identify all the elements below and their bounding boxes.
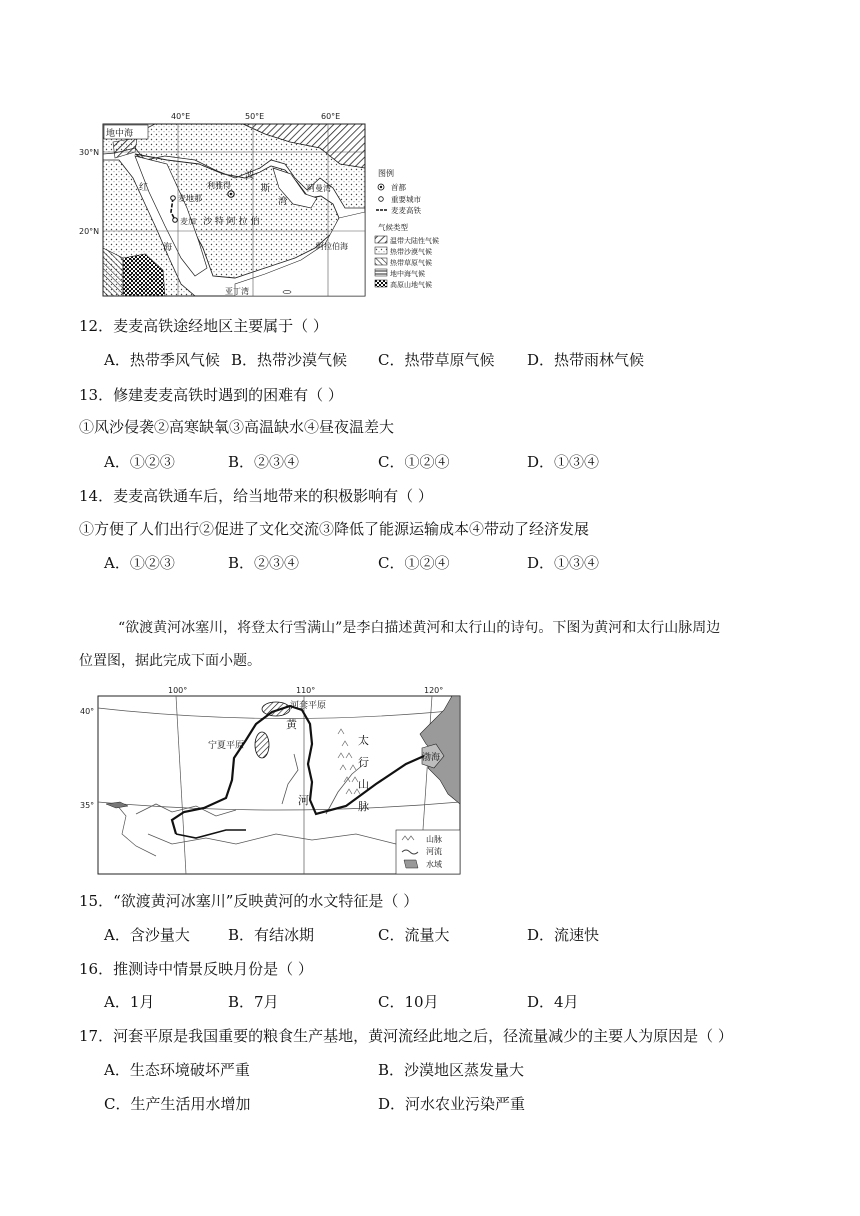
lat-label-30: 30°N [79, 148, 100, 157]
q13-statements: ①风沙侵袭②高寒缺氧③高温缺水④昼夜温差大 [79, 418, 395, 436]
q12-option-b[interactable]: B．热带沙漠气候 [231, 351, 348, 369]
legend-climate-title: 气候类型 [378, 223, 408, 232]
label-hetao: 河套平原 [290, 701, 327, 711]
lon-label-100: 100° [168, 686, 188, 695]
label-hang: 行 [358, 756, 369, 769]
label-ningxia: 宁夏平原 [208, 741, 245, 751]
lon-label-40: 40°E [171, 112, 191, 121]
q14-option-b[interactable]: B．②③④ [228, 554, 300, 572]
lon-label-120: 120° [424, 686, 444, 695]
q16-option-b[interactable]: B．7月 [228, 993, 279, 1011]
label-red-sea-1: 红 [139, 183, 149, 193]
q16-stem: 16．推测诗中情景反映月份是（ ） [79, 960, 313, 978]
q14-stem: 14．麦麦高铁通车后，给当地带来的积极影响有（ ） [79, 487, 433, 505]
q12-stem: 12．麦麦高铁途经地区主要属于（ ） [79, 317, 328, 335]
map1-legend [375, 168, 439, 289]
label-tai: 太 [358, 734, 369, 747]
city-mecca-marker [173, 218, 178, 223]
lat-label-40: 40° [80, 707, 95, 716]
q17-stem: 17．河套平原是我国重要的粮食生产基地，黄河流经此地之后，径流量减少的主要人为原因是（ ） [79, 1027, 733, 1045]
q12-option-c[interactable]: C．热带草原气候 [378, 351, 495, 369]
label-saudi-arabia: 沙 特 阿 拉 伯 [203, 217, 260, 227]
intro-line-1: “欲渡黄河冰塞川，将登太行雪满山”是李白描述黄河和太行山的诗句。下图为黄河和太行山脉周边 [118, 620, 721, 636]
legend-title: 图例 [378, 169, 394, 178]
q13-stem: 13．修建麦麦高铁时遇到的困难有（ ） [79, 386, 343, 404]
q12-option-d[interactable]: D．热带雨林气候 [527, 351, 645, 369]
q13-option-b[interactable]: B．②③④ [228, 453, 300, 471]
q13-option-a[interactable]: A．①②③ [104, 453, 175, 471]
legend-c5: 高原山地气候 [390, 281, 432, 289]
label-huang: 黄 [286, 718, 297, 731]
legend-capital: 首都 [391, 183, 406, 192]
q17-option-d[interactable]: D．河水农业污染严重 [378, 1095, 526, 1113]
legend-city: 重要城市 [391, 195, 421, 204]
city-medina-marker [171, 196, 176, 201]
legend-water: 水域 [426, 860, 442, 869]
lat-label-35: 35° [80, 801, 95, 810]
label-oman-gulf: 阿曼湾 [307, 184, 331, 193]
q15-option-a[interactable]: A．含沙量大 [104, 926, 190, 944]
q16-option-a[interactable]: A．1月 [104, 993, 155, 1011]
legend-railway: 麦麦高铁 [391, 206, 421, 215]
label-shan: 山 [358, 778, 369, 791]
q15-stem: 15．“欲渡黄河冰塞川”反映黄河的水文特征是（ ） [79, 892, 419, 910]
label-mecca: 麦加 [180, 217, 196, 226]
label-mediterranean: 地中海 [106, 129, 134, 139]
label-medina: 麦地那 [178, 194, 202, 203]
lat-label-20: 20°N [79, 227, 100, 236]
legend-c2: 热带沙漠气候 [390, 248, 432, 256]
label-bohai: 渤海 [422, 753, 441, 763]
label-persian-gulf-2: 斯 [261, 184, 271, 194]
q16-option-d[interactable]: D．4月 [527, 993, 579, 1011]
legend-c3: 热带草原气候 [390, 259, 432, 267]
arabia-map [79, 108, 465, 300]
q14-statements: ①方便了人们出行②促进了文化交流③降低了能源运输成本④带动了经济发展 [79, 520, 590, 538]
ningxia-plain-shape [255, 732, 269, 758]
q15-option-b[interactable]: B．有结冰期 [228, 926, 315, 944]
label-red-sea-2: 海 [163, 243, 173, 253]
q15-option-d[interactable]: D．流速快 [527, 926, 600, 944]
q17-option-c[interactable]: C．生产生活用水增加 [104, 1095, 251, 1113]
map2-legend [396, 830, 460, 874]
label-riyadh: 利雅得 [207, 181, 231, 190]
q14-option-a[interactable]: A．①②③ [104, 554, 175, 572]
q14-option-c[interactable]: C．①②④ [378, 554, 450, 572]
lon-label-60: 60°E [321, 112, 341, 121]
intro-line-2: 位置图，据此完成下面小题。 [79, 653, 261, 669]
q13-option-d[interactable]: D．①③④ [527, 453, 600, 471]
legend-c1: 温带大陆性气候 [390, 237, 439, 245]
lon-label-110: 110° [296, 686, 316, 695]
q13-option-c[interactable]: C．①②④ [378, 453, 450, 471]
lon-label-50: 50°E [245, 112, 265, 121]
legend-c4: 地中海气候 [390, 270, 425, 278]
label-gulf-of-aden: 亚丁湾 [225, 287, 249, 296]
q14-option-d[interactable]: D．①③④ [527, 554, 600, 572]
yellow-river-map [76, 684, 466, 876]
legend-river: 河流 [426, 847, 442, 856]
label-mai: 脉 [358, 800, 369, 813]
hetao-plain-shape [262, 702, 290, 716]
legend-mountain: 山脉 [426, 835, 442, 844]
q15-option-c[interactable]: C．流量大 [378, 926, 450, 944]
q16-option-c[interactable]: C．10月 [378, 993, 439, 1011]
q12-option-a[interactable]: A．热带季风气候 [104, 351, 220, 369]
label-persian-gulf-3: 湾 [278, 197, 288, 207]
label-arabian-sea: 阿拉伯海 [316, 242, 348, 251]
label-persian-gulf-1: 波 [245, 171, 255, 181]
q17-option-b[interactable]: B．沙漠地区蒸发量大 [378, 1061, 525, 1079]
label-he: 河 [298, 794, 309, 807]
q17-option-a[interactable]: A．生态环境破坏严重 [104, 1061, 250, 1079]
